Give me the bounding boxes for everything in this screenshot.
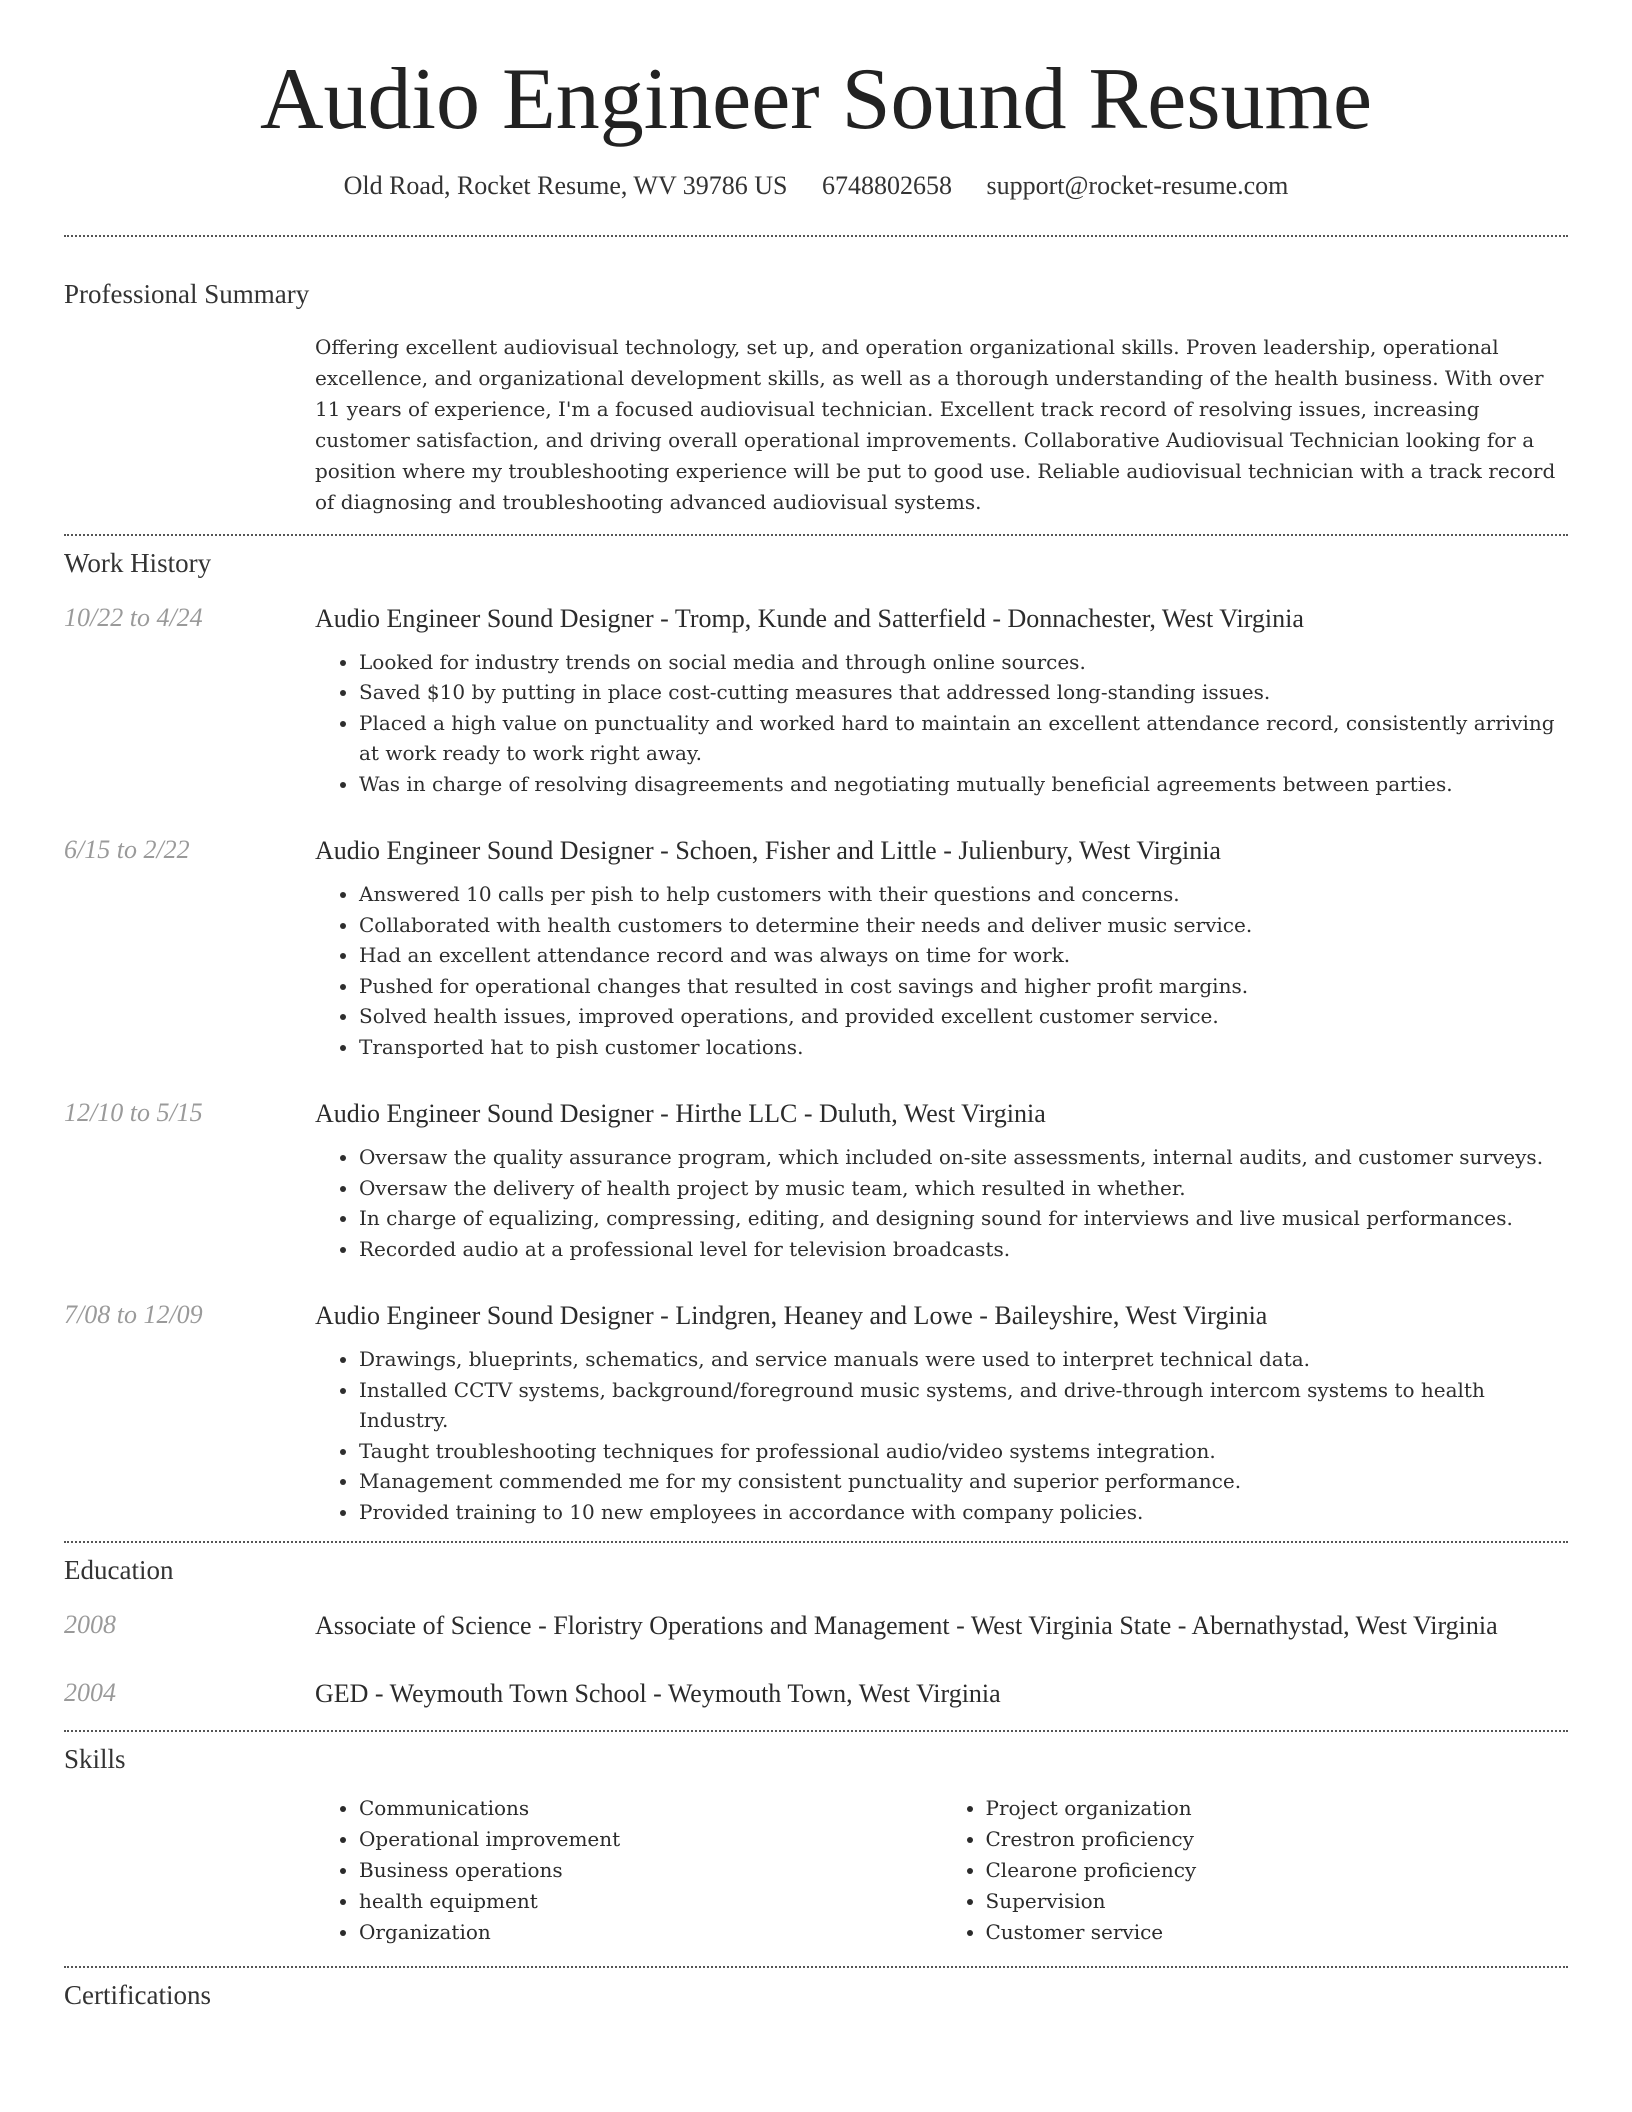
- job-bullets: [315, 1142, 1568, 1264]
- education-date: 2008: [64, 1610, 116, 1640]
- education-date: 2004: [64, 1678, 116, 1708]
- job-bullet: • Provided training to 10 new employees in accordance with company policies.: [359, 1497, 1568, 1528]
- section-title-education: Education: [64, 1555, 174, 1586]
- skills-list: [315, 1793, 1568, 1948]
- skills-column-left: [315, 1793, 942, 1948]
- skill-item: • Customer service: [986, 1917, 1569, 1948]
- skill-item: • Crestron proficiency: [986, 1824, 1569, 1855]
- section-title-certifications: Certifications: [64, 1980, 211, 2011]
- section-title-summary: Professional Summary: [64, 278, 310, 309]
- job-bullet: • Installed CCTV systems, background/foreground music systems, and drive-through intercom systems to health Industry.: [359, 1375, 1568, 1436]
- job-date: 10/22 to 4/24: [64, 602, 203, 632]
- education-content: [315, 1608, 1568, 1644]
- job-bullet: • Solved health issues, improved operations, and provided excellent customer service.: [359, 1001, 1568, 1032]
- job-bullet: • Oversaw the delivery of health project by music team, which resulted in whether.: [359, 1173, 1568, 1204]
- summary-text: Offering excellent audiovisual technology, set up, and operation organizational skills. Proven leadership, operational excellence, and organizational development skills, as well as a thorough understanding of the health business. With over 11 years of experience, I'm a focused audiovisual technician. Excellent track record of resolving issues, increasing customer satisfaction, and driving overall operational improvements. Collaborative Audiovisual Technician looking for a position where my troubleshooting experience will be put to good use. Reliable audiovisual technician with a track record of diagnosing and troubleshooting advanced audiovisual systems.: [315, 334, 1556, 514]
- job-bullet: • Answered 10 calls per pish to help customers with their questions and concerns.: [359, 879, 1568, 910]
- job-heading: Audio Engineer Sound Designer - Hirthe LLC - Duluth, West Virginia: [315, 1099, 1046, 1129]
- job-bullet: • Drawings, blueprints, schematics, and service manuals were used to interpret technical data.: [359, 1344, 1568, 1375]
- job-content: [315, 1298, 1568, 1527]
- job-heading: Audio Engineer Sound Designer - Tromp, Kunde and Satterfield - Donnachester, West Virginia: [315, 603, 1304, 633]
- job-bullet: • Management commended me for my consistent punctuality and superior performance.: [359, 1466, 1568, 1497]
- divider: [64, 1966, 1568, 1968]
- job-content: [315, 1096, 1568, 1264]
- job-entry: [64, 601, 1568, 800]
- education-content: [315, 1676, 1568, 1712]
- job-date: 7/08 to 12/09: [64, 1300, 203, 1330]
- job-bullet: • Saved $10 by putting in place cost-cutting measures that addressed long-standing issues.: [359, 677, 1568, 708]
- divider: [64, 1730, 1568, 1732]
- job-heading: Audio Engineer Sound Designer - Lindgren, Heaney and Lowe - Baileyshire, West Virginia: [315, 1301, 1268, 1331]
- job-bullet: • Oversaw the quality assurance program, which included on-site assessments, internal audits, and customer surveys.: [359, 1142, 1568, 1173]
- skills-column-right: [942, 1793, 1569, 1948]
- job-bullets: [315, 647, 1568, 800]
- job-date: 6/15 to 2/22: [64, 835, 190, 865]
- skill-item: • Communications: [359, 1793, 942, 1824]
- job-heading: Audio Engineer Sound Designer - Schoen, Fisher and Little - Julienbury, West Virginia: [315, 836, 1221, 866]
- job-date: 12/10 to 5/15: [64, 1098, 203, 1128]
- job-content: [315, 833, 1568, 1062]
- contact-phone: 6748802658: [821, 170, 952, 200]
- divider: [64, 235, 1568, 237]
- skill-item: • Business operations: [359, 1855, 942, 1886]
- job-bullet: • Transported hat to pish customer locations.: [359, 1032, 1568, 1063]
- skill-item: • Clearone proficiency: [986, 1855, 1569, 1886]
- job-bullet: • Placed a high value on punctuality and worked hard to maintain an excellent attendance record, consistently arriving at work ready to work right away.: [359, 708, 1568, 769]
- contact-address: Old Road, Rocket Resume, WV 39786 US: [343, 170, 788, 200]
- section-title-skills: Skills: [64, 1744, 126, 1775]
- job-bullets: [315, 1344, 1568, 1527]
- education-entry: [64, 1676, 1568, 1712]
- job-bullet: • Looked for industry trends on social media and through online sources.: [359, 647, 1568, 678]
- divider: [64, 1541, 1568, 1543]
- contact-email: support@rocket-resume.com: [986, 170, 1289, 200]
- section-title-work-history: Work History: [64, 547, 212, 578]
- job-bullet: • In charge of equalizing, compressing, editing, and designing sound for interviews and live musical performances.: [359, 1203, 1568, 1234]
- job-content: [315, 601, 1568, 800]
- job-bullet: • Collaborated with health customers to determine their needs and deliver music service.: [359, 910, 1568, 941]
- job-entry: [64, 833, 1568, 1062]
- job-entry: [64, 1298, 1568, 1527]
- contact-line: [64, 171, 1568, 201]
- job-bullet: • Pushed for operational changes that resulted in cost savings and higher profit margins.: [359, 971, 1568, 1002]
- job-bullets: [315, 879, 1568, 1062]
- job-entry: [64, 1096, 1568, 1264]
- job-bullet: • Had an excellent attendance record and was always on time for work.: [359, 940, 1568, 971]
- job-bullet: • Recorded audio at a professional level for television broadcasts.: [359, 1234, 1568, 1265]
- divider: [64, 534, 1568, 536]
- skill-item: • health equipment: [359, 1886, 942, 1917]
- skill-item: • Supervision: [986, 1886, 1569, 1917]
- job-bullet: • Taught troubleshooting techniques for professional audio/video systems integration.: [359, 1436, 1568, 1467]
- job-bullet: • Was in charge of resolving disagreements and negotiating mutually beneficial agreements between parties.: [359, 769, 1568, 800]
- education-heading: Associate of Science - Floristry Operations and Management - West Virginia State - Abernathystad, West Virginia: [315, 1611, 1498, 1641]
- skill-item: • Organization: [359, 1917, 942, 1948]
- education-entry: [64, 1608, 1568, 1644]
- resume-page: [64, 0, 1568, 2011]
- resume-title: Audio Engineer Sound Resume: [259, 51, 1373, 148]
- skill-item: • Operational improvement: [359, 1824, 942, 1855]
- skill-item: • Project organization: [986, 1793, 1569, 1824]
- education-heading: GED - Weymouth Town School - Weymouth Town, West Virginia: [315, 1679, 1001, 1709]
